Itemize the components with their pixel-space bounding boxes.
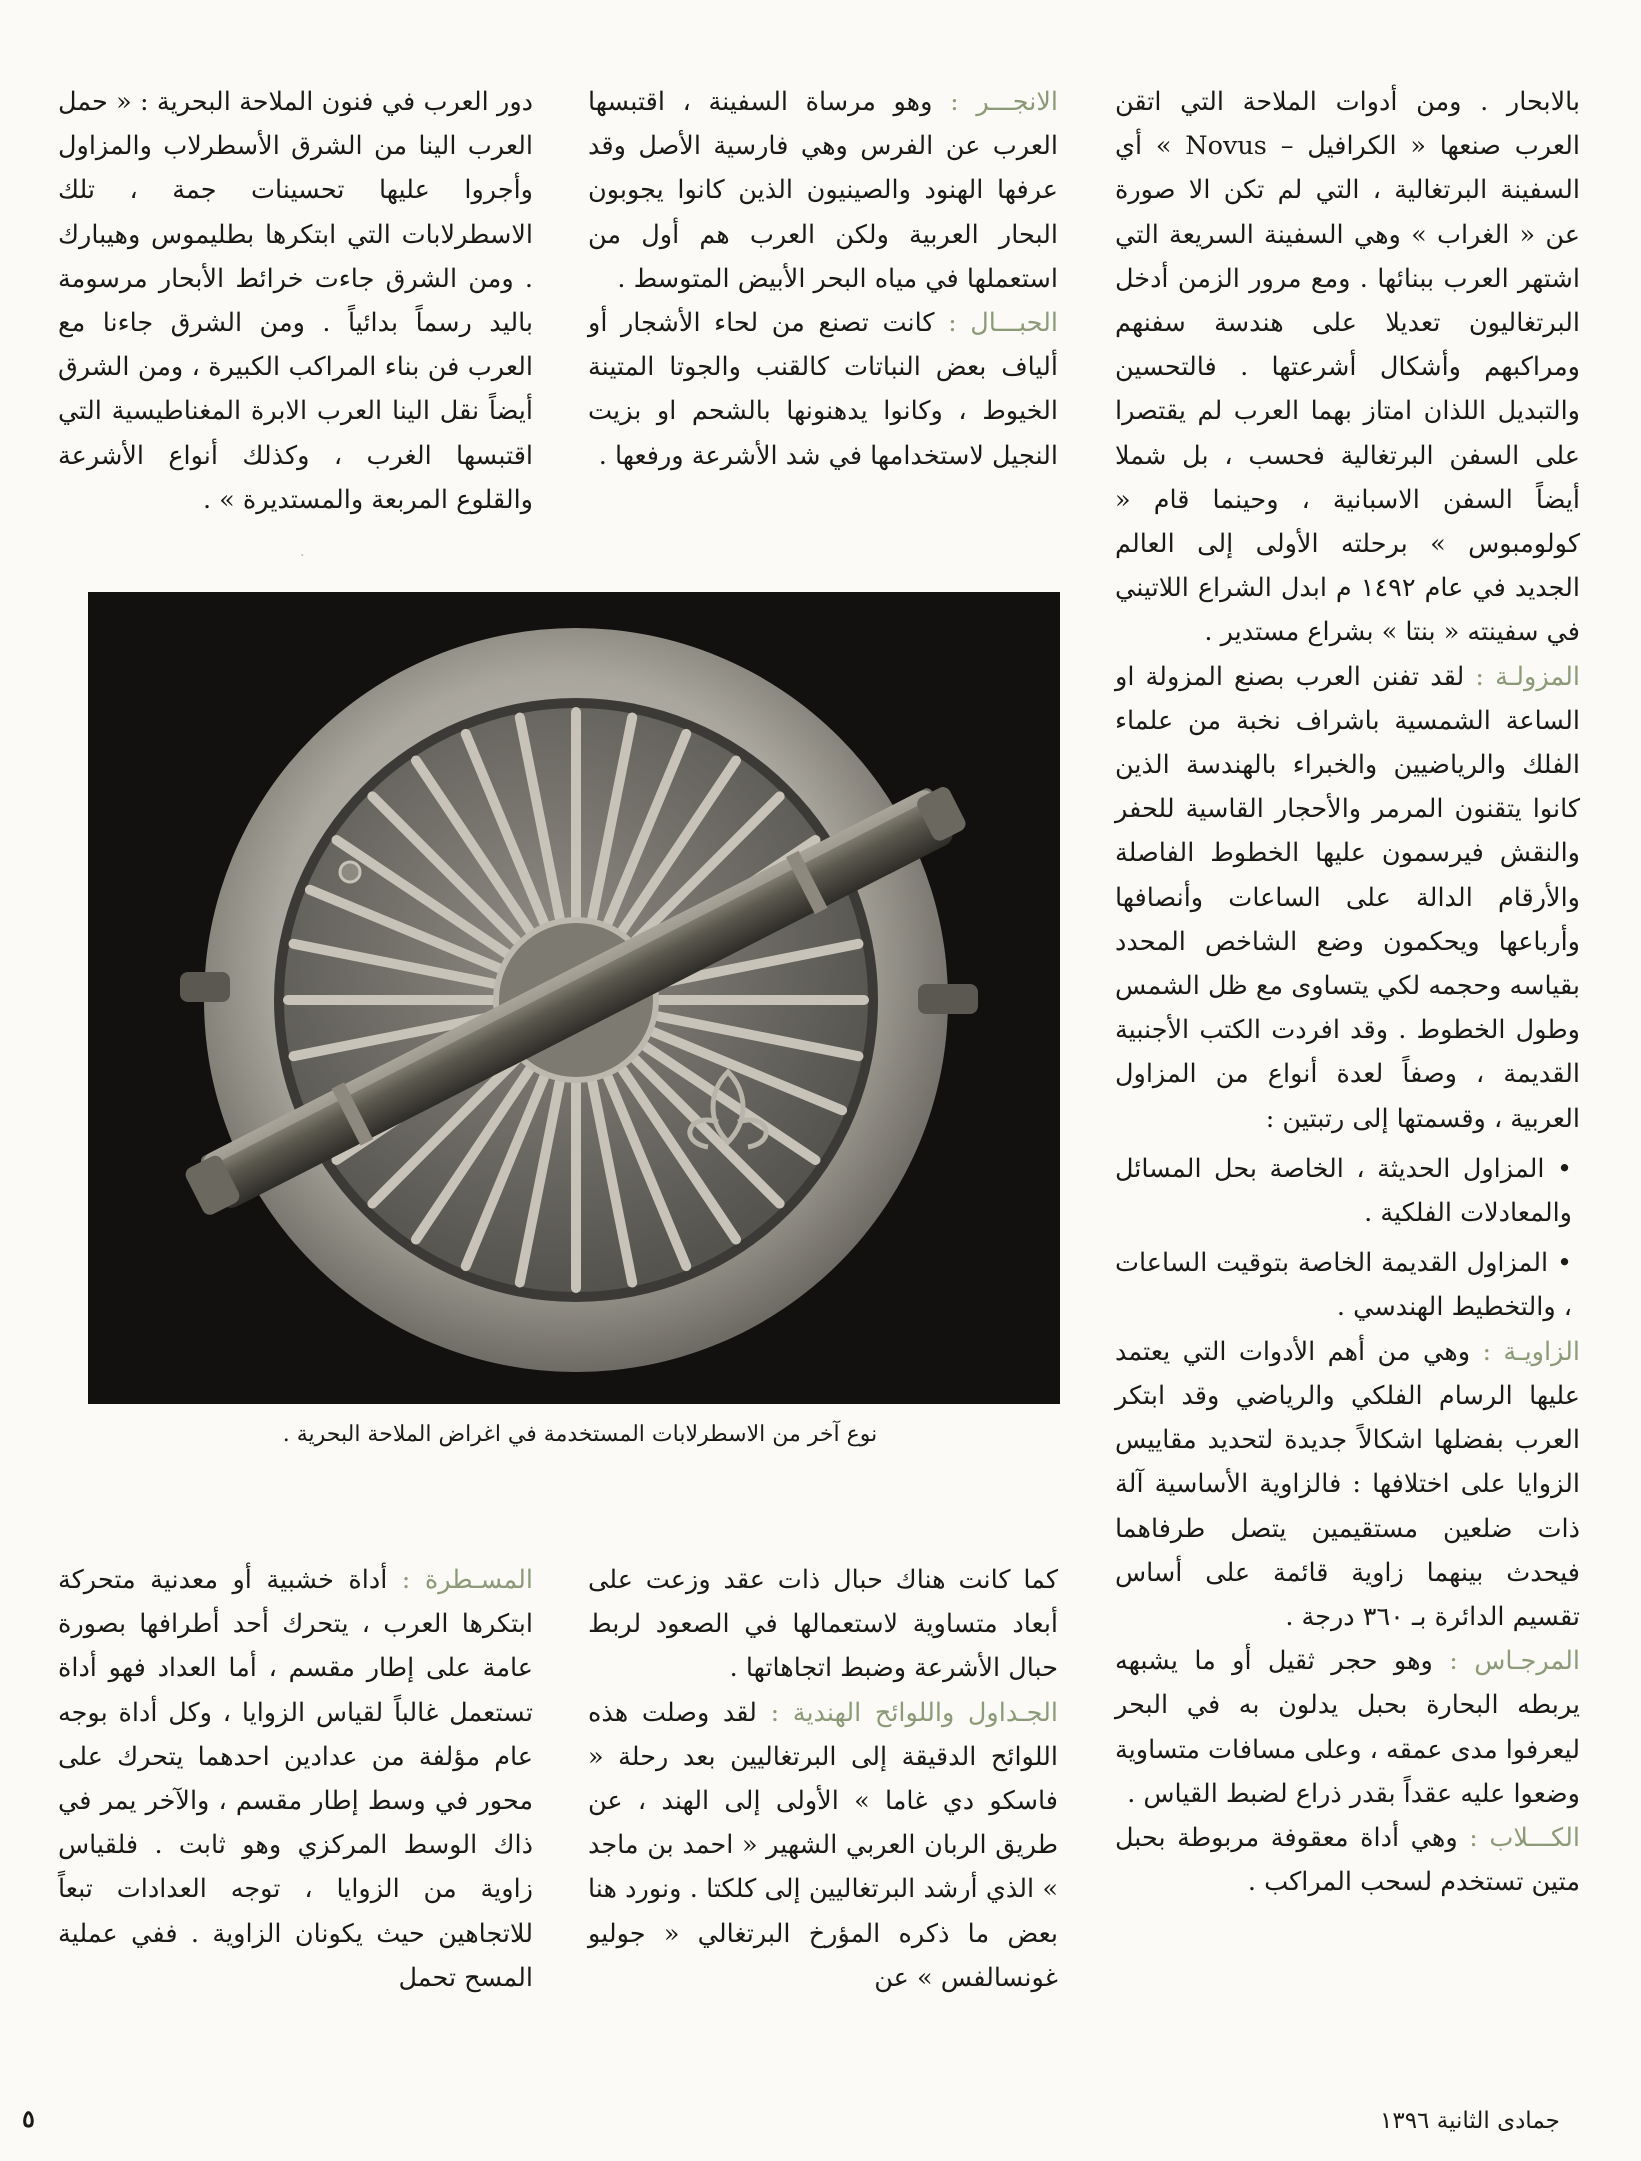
photo-caption: نوع آخر من الاسطرلابات المستخدمة في اغراض الملاحة البحرية . (282, 1422, 878, 1447)
term-hibal: الحبـــال : (948, 308, 1058, 339)
paragraph-knotted-ropes: كما كانت هناك حبال ذات عقد وزعت على أبعاد متساوية لاستعمالها في الصعود لربط حبال الأشرعة وضبط اتجاهاتها . (588, 1565, 1058, 1684)
text-kullab: وهي أداة معقوفة مربوطة بحبل متين تستخدم لسحب المراكب . (1115, 1822, 1580, 1898)
paragraph-mistara (58, 1558, 533, 2000)
article-column-left-bottom (58, 1558, 533, 2000)
term-mizwala: المزولـة : (1475, 661, 1580, 692)
text-mistara: أداة خشبية أو معدنية متحركة ابتكرها العرب ، يتحرك أحد أطرافها بصورة عامة على إطار مقسم ، أما العداد فهو أداة تستعمل غالباً لقياس الزوايا ، وكل أداة بوجه عام مؤلفة من عدادين احدهما يتحرك على محور في وسط إطار مقسم ، والآخر يمر في ذاك الوسط المركزي وهو ثابت . فلقياس زاوية من الزوايا ، توجه العدادات تبعاً للاتجاهين حيث يكونان الزاوية . ففي عملية المسح تحمل (58, 1565, 533, 1993)
sun-emblem (340, 862, 360, 882)
text-mirjas: وهو حجر ثقيل أو ما يشبهه يربطه البحارة بحبل يدلون به في البحر ليعرفوا مدى عمقه ، وعلى مسافات متساوية وضعوا عليه عقداً بقدر ذراع لضبط القياس . (1114, 1646, 1580, 1809)
bullet-modern-sundials: • المزاول الحديثة ، الخاصة بحل المسائل والمعادلات الفلكية . (1115, 1153, 1572, 1229)
article-column-middle (588, 80, 1058, 478)
article-column-middle-bottom (588, 1558, 1058, 2000)
term-anjar: الانجـــر : (950, 87, 1058, 117)
print-speck: · (300, 548, 305, 564)
astrolabe-photo (88, 592, 1060, 1404)
paragraph-anjar (588, 80, 1058, 301)
article-column-left (58, 80, 533, 522)
paragraph-mirjas (1115, 1639, 1580, 1816)
paragraph-intro: بالابحار . ومن أدوات الملاحة التي اتقن العرب صنعها « الكرافيل – Novus » أي السفينة البرتغالية ، التي لم تكن الا صورة عن « الغراب » وهي السفينة السريعة التي اشتهر العرب ببنائها . ومع مرور الزمن أدخل البرتغاليون تعديلا على هندسة سفنهم ومراكبهم وأشكال أشرعتها . فالتحسين والتبديل اللذان امتاز بهما العرب لم يقتصرا على السفن البرتغالية فحسب ، بل شملا أيضاً السفن الاسبانية ، وحينما قام « كولومبوس » برحلته الأولى إلى العالم الجديد في عام ١٤٩٢ م ابدل الشراع اللاتيني في سفينته « بنتا » بشراع مستدير . (1115, 87, 1581, 648)
term-jadawil: الجـداول واللوائح الهندية : (770, 1697, 1058, 1728)
article-column-right (1115, 80, 1580, 1904)
term-mistara: المسـطرة : (401, 1565, 533, 1595)
paragraph-hibal (588, 301, 1058, 478)
astrolabe-illustration (88, 592, 1060, 1404)
paragraph-mizwala (1115, 655, 1580, 1141)
text-mizwala: لقد تفنن العرب بصنع المزولة او الساعة الشمسية باشراف نخبة من علماء الفلك والرياضيين والخبراء بالهندسة الذين كانوا يتقنون المرمر والأحجار القاسية للحفر والنقش فيرسمون عليها الخطوط الفاصلة والأرقام الدالة على الساعات وأنصافها وأرباعها ويحكمون وضع الشاخص المحدد بقياسه وحجمه لكي يتساوى مع ظل الشمس وطول الخطوط . وقد افردت الكتب الأجنبية القديمة ، وصفاً لعدة أنواع من المزاول العربية ، وقسمتها إلى رتبتين : (1115, 661, 1580, 1134)
paragraph-jadawil (588, 1691, 1058, 2000)
text-anjar: وهو مرساة السفينة ، اقتبسها العرب عن الفرس وهي فارسية الأصل وقد عرفها الهنود والصينيون الذين كانوا يجوبون البحار العربية ولكن العرب هم أول من استعملها في مياه البحر الأبيض المتوسط . (588, 87, 1058, 294)
text-hibal: كانت تصنع من لحاء الأشجار أو ألياف بعض النباتات كالقنب والجوتا المتينة الخيوط ، وكانوا يدهنونها بالشحم او بزيت النجيل لاستخدامها في شد الأشرعة ورفعها . (588, 308, 1058, 471)
text-zawiya: وهي من أهم الأدوات التي يعتمد عليها الرسام الفلكي والرياضي وقد ابتكر العرب بفضلها اشكالاً جديدة لتحديد مقاييس الزوايا على اختلافها : فالزاوية الأساسية آلة ذات ضلعين مستقيمين يتصل طرفاهما فيحدث بينهما زاوية قائمة على أساس تقسيم الدائرة بـ ٣٦٠ درجة . (1115, 1336, 1580, 1632)
term-kullab: الكـــلاب : (1469, 1822, 1580, 1853)
term-mirjas: المرجـاس : (1449, 1646, 1580, 1677)
bullet-old-sundials: • المزاول القديمة الخاصة بتوقيت الساعات ، والتخطيط الهندسي . (1115, 1248, 1572, 1323)
paragraph-arab-role: دور العرب في فنون الملاحة البحرية : « حمل العرب الينا من الشرق الأسطرلاب والمزاول وأجروا عليها تحسينات جمة ، تلك الاسطرلابات التي ابتكرها بطليموس وهيبارك . ومن الشرق جاءت خرائط الأبحار مرسومة باليد رسماً بدائياً . ومن الشرق جاءنا مع العرب فن بناء المراكب الكبيرة ، ومن الشرق أيضاً نقل الينا العرب الابرة المغناطيسية التي اقتبسها الغرب ، وكذلك أنواع الأشرعة والقلوع المربعة والمستديرة » . (58, 87, 533, 515)
page-number: ٥ (22, 2104, 35, 2133)
issue-date: جمادى الثانية ١٣٩٦ (1380, 2108, 1560, 2134)
term-zawiya: الزاويـة : (1482, 1336, 1580, 1367)
paragraph-kullab (1115, 1816, 1580, 1904)
paragraph-zawiya (1115, 1330, 1580, 1639)
text-jadawil: لقد وصلت هذه اللوائح الدقيقة إلى البرتغاليين بعد رحلة « فاسكو دي غاما » الأولى إلى الهند ، عن طريق الربان العربي الشهير « احمد بن ماجد » الذي أرشد البرتغاليين إلى كلكتا . ونورد هنا بعض ما ذكره المؤرخ البرتغالي « جوليو غونسالفس » عن (588, 1697, 1058, 1993)
